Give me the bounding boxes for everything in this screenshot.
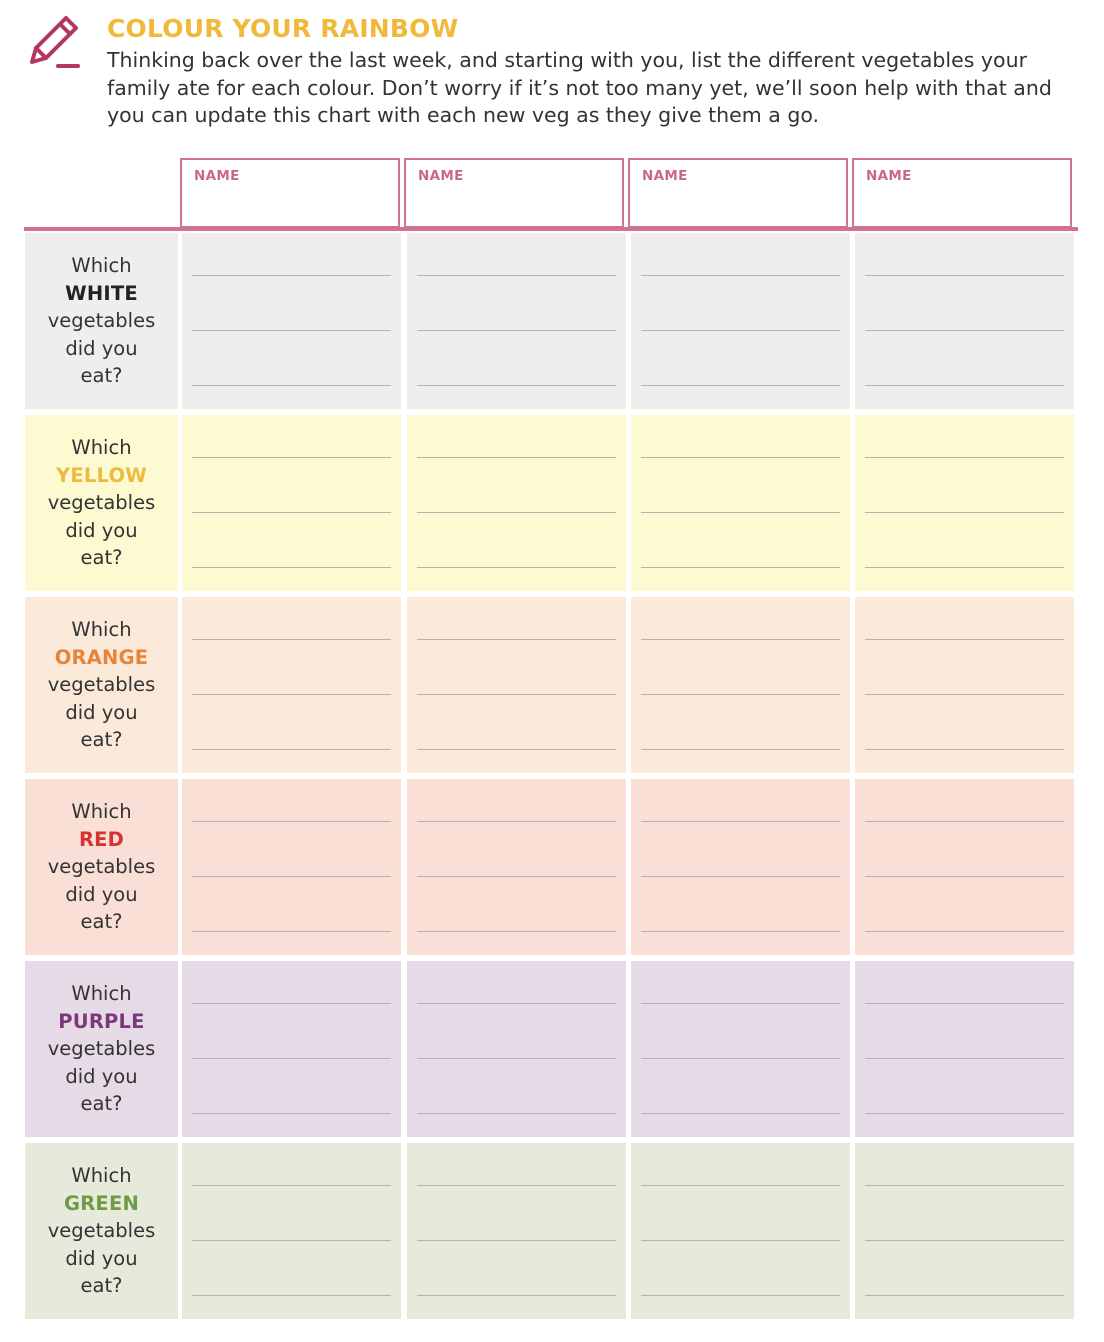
- name-column-1[interactable]: [180, 158, 400, 228]
- question-text: eat?: [80, 364, 123, 388]
- write-line[interactable]: [192, 821, 391, 822]
- entry-cell: [631, 779, 850, 955]
- entry-cell: [182, 1143, 401, 1319]
- write-line[interactable]: [865, 694, 1064, 695]
- entry-cell: [407, 233, 626, 409]
- write-line[interactable]: [417, 639, 616, 640]
- colour-row-white: [24, 233, 1078, 409]
- write-line[interactable]: [417, 1295, 616, 1296]
- write-line[interactable]: [192, 694, 391, 695]
- write-line[interactable]: [192, 275, 391, 276]
- intro-text: Thinking back over the last week, and starting with you, list the different vegetables your family ate for each colour. Don’t worry if it’s not too many yet, we’ll soon help with that and you can update this chart with each new veg as they give them a go.: [107, 48, 1052, 127]
- question-text: did you: [65, 700, 138, 724]
- row-question: [25, 779, 178, 955]
- colour-word: GREEN: [64, 1191, 139, 1215]
- question-text: did you: [65, 336, 138, 360]
- question-text: eat?: [80, 1274, 123, 1298]
- name-label: NAME: [194, 168, 240, 184]
- write-line[interactable]: [865, 512, 1064, 513]
- entry-cell: [407, 597, 626, 773]
- write-line[interactable]: [865, 876, 1064, 877]
- write-line[interactable]: [641, 512, 840, 513]
- entry-cell: [631, 961, 850, 1137]
- colour-row-green: [24, 1143, 1078, 1319]
- write-line[interactable]: [192, 1295, 391, 1296]
- write-line[interactable]: [417, 567, 616, 568]
- write-line[interactable]: [641, 1295, 840, 1296]
- write-line[interactable]: [417, 512, 616, 513]
- question-text: eat?: [80, 728, 123, 752]
- entry-cell: [182, 597, 401, 773]
- write-line[interactable]: [865, 1113, 1064, 1114]
- name-column-4[interactable]: [852, 158, 1072, 228]
- row-question: [25, 233, 178, 409]
- write-line[interactable]: [192, 639, 391, 640]
- row-question: [25, 597, 178, 773]
- write-line[interactable]: [865, 1058, 1064, 1059]
- header-divider: [24, 227, 1078, 231]
- write-line[interactable]: [417, 931, 616, 932]
- pencil-icon: [22, 12, 84, 72]
- entry-cell: [182, 779, 401, 955]
- write-line[interactable]: [417, 330, 616, 331]
- write-line[interactable]: [192, 1185, 391, 1186]
- question-text: did you: [65, 518, 138, 542]
- entry-cell: [407, 779, 626, 955]
- colour-word: YELLOW: [56, 463, 147, 487]
- write-line[interactable]: [865, 639, 1064, 640]
- write-line[interactable]: [865, 275, 1064, 276]
- name-label: NAME: [866, 168, 912, 184]
- entry-cell: [855, 1143, 1074, 1319]
- write-line[interactable]: [417, 385, 616, 386]
- write-line[interactable]: [417, 821, 616, 822]
- entry-cell: [631, 233, 850, 409]
- entry-cell: [631, 597, 850, 773]
- write-line[interactable]: [417, 749, 616, 750]
- question-text: Which: [71, 254, 132, 278]
- write-line[interactable]: [641, 694, 840, 695]
- write-line[interactable]: [192, 876, 391, 877]
- row-question: [25, 415, 178, 591]
- page-title: COLOUR YOUR RAINBOW: [107, 14, 459, 43]
- write-line[interactable]: [865, 749, 1064, 750]
- write-line[interactable]: [865, 567, 1064, 568]
- write-line[interactable]: [417, 1113, 616, 1114]
- colour-word: PURPLE: [58, 1009, 145, 1033]
- entry-cell: [855, 779, 1074, 955]
- write-line[interactable]: [417, 876, 616, 877]
- entry-cell: [855, 233, 1074, 409]
- write-line[interactable]: [417, 694, 616, 695]
- entry-cell: [631, 1143, 850, 1319]
- entry-cell: [407, 1143, 626, 1319]
- write-line[interactable]: [865, 1003, 1064, 1004]
- row-question: [25, 961, 178, 1137]
- colour-word: RED: [78, 827, 125, 851]
- row-question: [25, 1143, 178, 1319]
- write-line[interactable]: [641, 1240, 840, 1241]
- question-text: Which: [71, 436, 132, 460]
- question-text: eat?: [80, 910, 123, 934]
- write-line[interactable]: [865, 1240, 1064, 1241]
- entry-cell: [855, 961, 1074, 1137]
- colour-word: ORANGE: [54, 645, 149, 669]
- write-line[interactable]: [192, 385, 391, 386]
- question-text: vegetables: [47, 1219, 156, 1243]
- write-line[interactable]: [417, 275, 616, 276]
- write-line[interactable]: [641, 1113, 840, 1114]
- write-line[interactable]: [192, 1003, 391, 1004]
- question-text: Which: [71, 1164, 132, 1188]
- name-label: NAME: [418, 168, 464, 184]
- write-line[interactable]: [641, 457, 840, 458]
- write-line[interactable]: [192, 931, 391, 932]
- question-text: eat?: [80, 546, 123, 570]
- question-text: Which: [71, 982, 132, 1006]
- colour-word: WHITE: [65, 281, 138, 305]
- write-line[interactable]: [192, 457, 391, 458]
- entry-cell: [182, 415, 401, 591]
- write-line[interactable]: [641, 876, 840, 877]
- question-text: vegetables: [47, 1037, 156, 1061]
- entry-cell: [182, 961, 401, 1137]
- write-line[interactable]: [641, 749, 840, 750]
- question-text: eat?: [80, 1092, 123, 1116]
- colour-row-orange: [24, 597, 1078, 773]
- write-line[interactable]: [192, 749, 391, 750]
- write-line[interactable]: [641, 1058, 840, 1059]
- write-line[interactable]: [417, 1058, 616, 1059]
- write-line[interactable]: [417, 1240, 616, 1241]
- write-line[interactable]: [641, 639, 840, 640]
- entry-cell: [631, 415, 850, 591]
- write-line[interactable]: [641, 330, 840, 331]
- write-line[interactable]: [865, 330, 1064, 331]
- write-line[interactable]: [192, 567, 391, 568]
- write-line[interactable]: [417, 1185, 616, 1186]
- colour-row-purple: [24, 961, 1078, 1137]
- entry-cell: [407, 415, 626, 591]
- entry-cell: [182, 233, 401, 409]
- write-line[interactable]: [865, 1295, 1064, 1296]
- write-line[interactable]: [865, 931, 1064, 932]
- write-line[interactable]: [192, 512, 391, 513]
- write-line[interactable]: [417, 457, 616, 458]
- write-line[interactable]: [641, 1003, 840, 1004]
- question-text: vegetables: [47, 673, 156, 697]
- write-line[interactable]: [641, 567, 840, 568]
- name-column-3[interactable]: [628, 158, 848, 228]
- question-text: Which: [71, 618, 132, 642]
- colour-row-yellow: [24, 415, 1078, 591]
- question-text: did you: [65, 1064, 138, 1088]
- question-text: vegetables: [47, 491, 156, 515]
- entry-cell: [855, 597, 1074, 773]
- write-line[interactable]: [865, 457, 1064, 458]
- write-line[interactable]: [641, 275, 840, 276]
- write-line[interactable]: [865, 1185, 1064, 1186]
- entry-cell: [855, 415, 1074, 591]
- write-line[interactable]: [641, 385, 840, 386]
- write-line[interactable]: [641, 931, 840, 932]
- write-line[interactable]: [641, 821, 840, 822]
- question-text: vegetables: [47, 855, 156, 879]
- question-text: did you: [65, 1246, 138, 1270]
- colour-row-red: [24, 779, 1078, 955]
- question-text: vegetables: [47, 309, 156, 333]
- write-line[interactable]: [417, 1003, 616, 1004]
- write-line[interactable]: [192, 1058, 391, 1059]
- name-column-2[interactable]: [404, 158, 624, 228]
- question-text: did you: [65, 882, 138, 906]
- name-label: NAME: [642, 168, 688, 184]
- write-line[interactable]: [865, 385, 1064, 386]
- write-line[interactable]: [641, 1185, 840, 1186]
- write-line[interactable]: [192, 1240, 391, 1241]
- write-line[interactable]: [865, 821, 1064, 822]
- question-text: Which: [71, 800, 132, 824]
- write-line[interactable]: [192, 330, 391, 331]
- write-line[interactable]: [192, 1113, 391, 1114]
- entry-cell: [407, 961, 626, 1137]
